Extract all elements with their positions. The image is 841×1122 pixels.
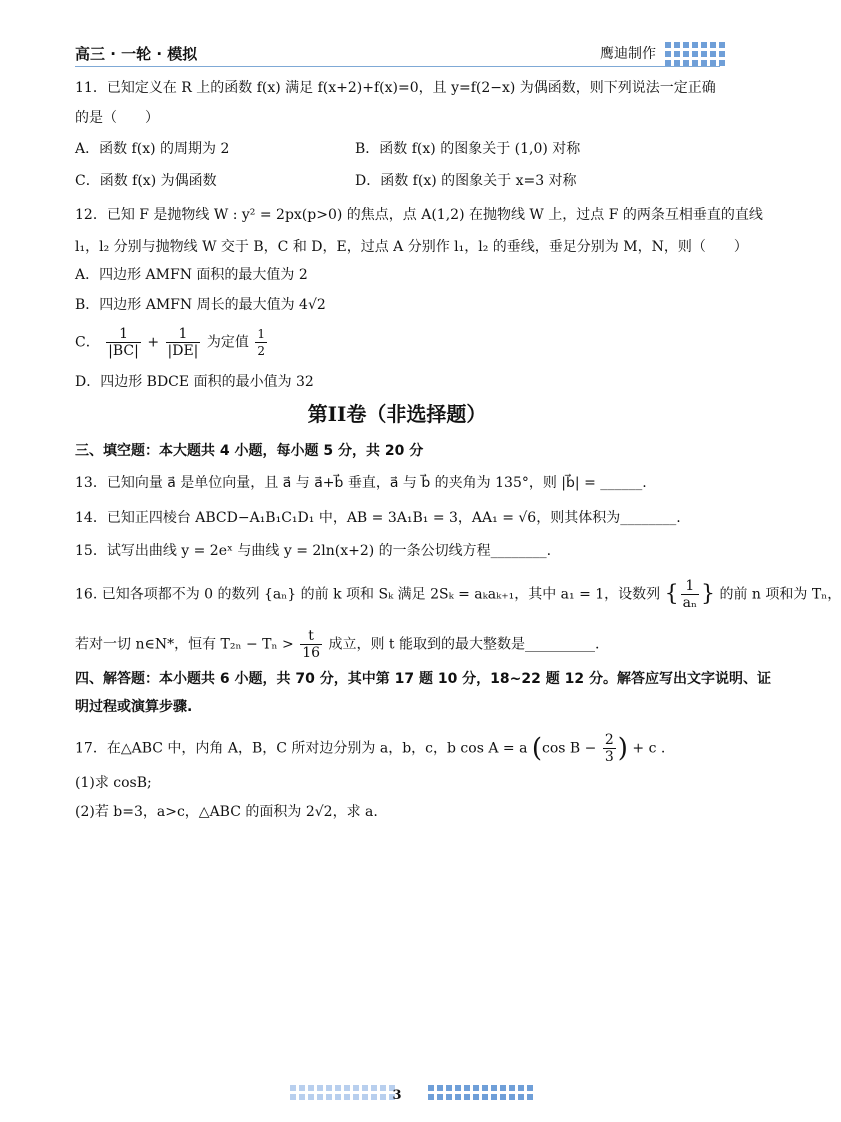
frac-denominator: 2 [257,344,265,358]
q11-line1: 11．已知定义在 R 上的函数 f(x) 满足 f(x+2)+f(x)=0，且 y=f(2−x) 为偶函数，则下列说法一定正确 [75,80,716,96]
paren-left: ( [531,733,543,764]
q12-c-frac2 [166,326,201,359]
footer-dots-right [428,1085,533,1100]
frac-numerator: t [300,628,322,645]
header-title: 高三 · 一轮 · 模拟 [75,45,198,63]
q12-option-a: A．四边形 AMFN 面积的最大值为 2 [75,267,308,283]
brace-left: { [664,581,679,607]
header-author: 鹰迪制作 [600,46,656,62]
q12-line2: l₁，l₂ 分别与抛物线 W 交于 B，C 和 D，E，过点 A 分别作 l₁，l₂ 的垂线，垂足分别为 M，N，则（ ） [75,239,748,255]
q17-paren-text: cos B − [542,740,597,757]
q17-line1 [75,732,665,765]
part4-heading-line2: 明过程或演算步骤. [75,699,193,715]
q15: 15．试写出曲线 y = 2eˣ 与曲线 y = 2ln(x+2) 的一条公切线方程________. [75,543,552,559]
frac-numerator: 1 [166,326,201,343]
frac-denominator: aₙ [682,595,698,611]
q12-c-frac1 [106,326,141,359]
frac-numerator: 1 [681,578,699,595]
q11-option-c: C．函数 f(x) 为偶函数 [75,173,217,189]
q17-sub1: (1)求 cosB; [75,775,152,791]
frac-denominator: 16 [302,645,321,661]
q11-option-a: A．函数 f(x) 的周期为 2 [75,141,230,157]
q17-text-a: 17．在△ABC 中，内角 A，B，C 所对边分别为 a，b，c，b cos A = a [75,740,528,757]
frac-denominator: 3 [604,749,614,765]
header-dots-decoration [665,42,725,66]
frac-numerator: 1 [106,326,141,343]
frac-numerator: 2 [604,732,614,748]
q11-line2: 的是（ ） [75,110,159,126]
q16-frac [681,578,699,611]
q16-text-d: 成立，则 t 能取到的最大整数是__________. [328,636,600,653]
q11-option-b: B．函数 f(x) 的图象关于 (1,0) 对称 [355,141,581,157]
part4-heading-line1: 四、解答题：本小题共 6 小题，共 70 分，其中第 17 题 10 分，18~22 题 12 分。解答应写出文字说明、证 [75,671,771,687]
q16-text-b: 的前 n 项和为 Tₙ， [719,586,841,603]
q12-option-c [75,326,269,359]
q16-line2 [75,628,599,661]
q16-text-c: 若对一切 n∈N*，恒有 T₂ₙ − Tₙ > [75,636,294,653]
q11-option-d: D．函数 f(x) 的图象关于 x=3 对称 [355,173,577,189]
header-rule [75,66,720,67]
q12-line1: 12．已知 F 是抛物线 W : y² = 2px(p>0) 的焦点，点 A(1,2) 在抛物线 W 上，过点 F 的两条互相垂直的直线 [75,207,763,223]
q16-frac2 [300,628,322,661]
q12-option-b: B．四边形 AMFN 周长的最大值为 4√2 [75,297,326,313]
section-title: 第II卷（非选择题） [307,402,487,426]
q17-frac [603,732,616,765]
frac-numerator: 1 [257,327,265,341]
frac-denominator: |DE| [167,343,199,359]
frac-denominator: |BC| [108,343,139,359]
brace-right: } [701,581,716,607]
page-number: 3 [392,1088,402,1103]
paren-right: ) [617,733,628,764]
part3-heading: 三、填空题：本大题共 4 小题，每小题 5 分，共 20 分 [75,443,424,459]
q12-c-text: 为定值 [206,334,249,351]
q14: 14．已知正四棱台 ABCD−A₁B₁C₁D₁ 中，AB = 3A₁B₁ = 3，AA₁ = √6，则其体积为________. [75,510,681,526]
q16-line1 [75,578,841,611]
q16-text-a: 16. 已知各项都不为 0 的数列 {aₙ} 的前 k 项和 Sₖ 满足 2Sₖ = aₖaₖ₊₁，其中 a₁ = 1，设数列 [75,586,661,603]
q17-text-b: + c . [632,740,666,757]
q12-option-d: D．四边形 BDCE 面积的最小值为 32 [75,374,314,390]
q12-c-frac3 [255,326,267,359]
plus-sign: + [147,334,160,351]
q17-sub2: (2)若 b=3，a>c，△ABC 的面积为 2√2，求 a. [75,804,378,820]
q12-c-prefix: C． [75,334,100,351]
q13: 13．已知向量 a⃗ 是单位向量，且 a⃗ 与 a⃗+b⃗ 垂直，a⃗ 与 b⃗ 的夹角为 135°，则 |b⃗| = ______. [75,475,647,491]
